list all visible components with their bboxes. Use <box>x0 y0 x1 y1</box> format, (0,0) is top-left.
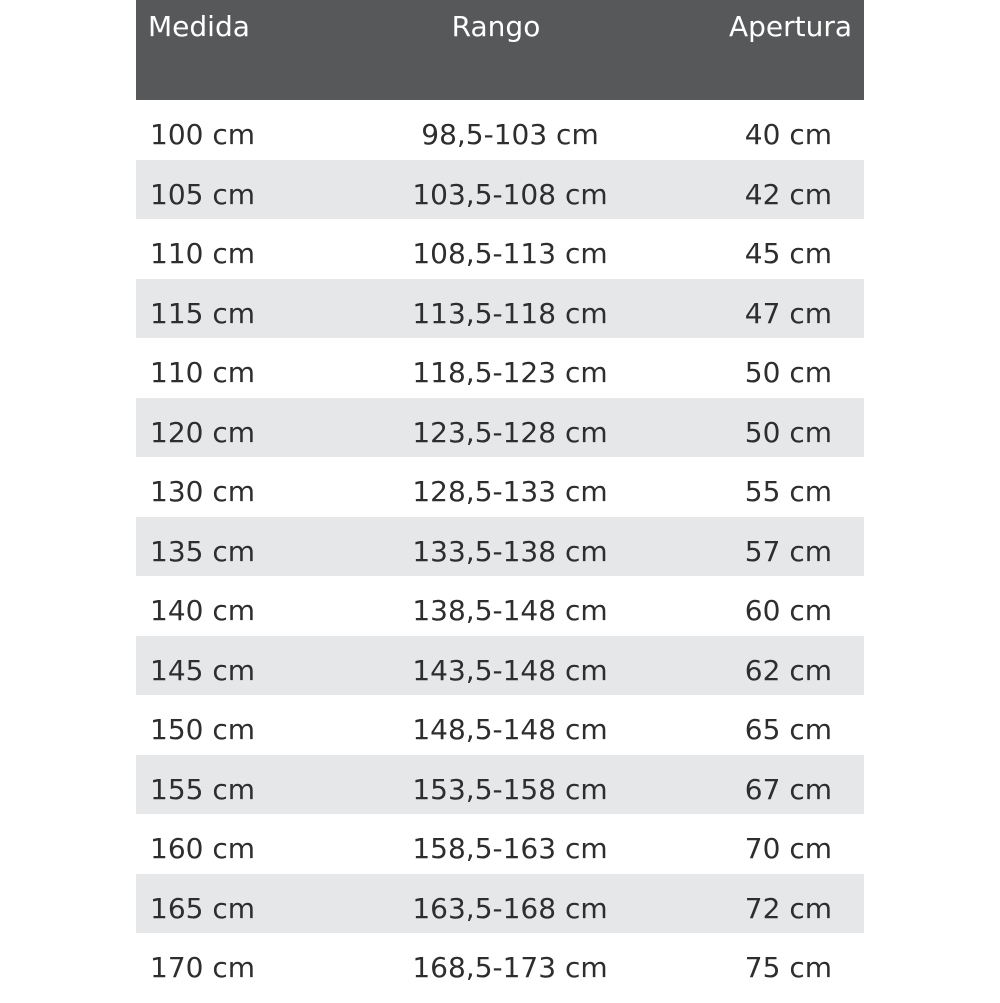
table-row <box>136 576 864 636</box>
cell-apertura: 67 cm <box>744 772 832 806</box>
cell-rango: 143,5-148 cm <box>412 653 608 687</box>
table-row <box>136 755 864 815</box>
header-apertura: Apertura <box>728 10 852 43</box>
cell-medida: 110 cm <box>150 237 256 270</box>
table-row <box>136 457 864 517</box>
cell-apertura: 50 cm <box>744 415 832 449</box>
table-row <box>136 398 864 458</box>
cell-rango: 123,5-128 cm <box>412 415 608 449</box>
cell-apertura: 65 cm <box>744 713 832 746</box>
table-row <box>136 636 864 696</box>
table-row <box>136 933 864 993</box>
table-row <box>136 517 864 577</box>
cell-rango: 148,5-148 cm <box>412 713 608 746</box>
cell-rango: 113,5-118 cm <box>412 296 608 330</box>
table-row <box>136 695 864 755</box>
table-row <box>136 219 864 279</box>
cell-rango: 133,5-138 cm <box>412 534 608 568</box>
header-rango: Rango <box>451 10 541 43</box>
cell-apertura: 72 cm <box>744 891 832 925</box>
cell-apertura: 50 cm <box>744 356 832 389</box>
cell-rango: 98,5-103 cm <box>421 118 599 151</box>
cell-rango: 168,5-173 cm <box>412 951 608 984</box>
cell-medida: 150 cm <box>150 713 256 746</box>
cell-medida: 130 cm <box>150 475 256 508</box>
cell-rango: 153,5-158 cm <box>412 772 608 806</box>
cell-medida: 170 cm <box>150 951 256 984</box>
cell-medida: 110 cm <box>150 356 256 389</box>
cell-apertura: 75 cm <box>744 951 832 984</box>
cell-apertura: 45 cm <box>744 237 832 270</box>
cell-apertura: 42 cm <box>744 177 832 211</box>
table-row <box>136 814 864 874</box>
table-row <box>136 338 864 398</box>
cell-rango: 138,5-148 cm <box>412 594 608 627</box>
cell-medida: 145 cm <box>150 653 256 687</box>
cell-apertura: 40 cm <box>744 118 832 151</box>
cell-rango: 103,5-108 cm <box>412 177 608 211</box>
cell-apertura: 47 cm <box>744 296 832 330</box>
table-header <box>136 0 864 100</box>
table-row <box>136 874 864 934</box>
cell-rango: 158,5-163 cm <box>412 832 608 865</box>
cell-medida: 120 cm <box>150 415 256 449</box>
cell-rango: 163,5-168 cm <box>412 891 608 925</box>
cell-rango: 108,5-113 cm <box>412 237 608 270</box>
cell-medida: 100 cm <box>150 118 256 151</box>
header-medida: Medida <box>148 10 250 43</box>
cell-rango: 128,5-133 cm <box>412 475 608 508</box>
cell-medida: 140 cm <box>150 594 256 627</box>
table-row <box>136 279 864 339</box>
cell-rango: 118,5-123 cm <box>412 356 608 389</box>
cell-medida: 135 cm <box>150 534 256 568</box>
cell-apertura: 70 cm <box>744 832 832 865</box>
cell-medida: 160 cm <box>150 832 256 865</box>
cell-medida: 165 cm <box>150 891 256 925</box>
table-row <box>136 100 864 160</box>
cell-medida: 155 cm <box>150 772 256 806</box>
cell-apertura: 60 cm <box>744 594 832 627</box>
cell-apertura: 62 cm <box>744 653 832 687</box>
cell-medida: 115 cm <box>150 296 256 330</box>
size-table <box>136 0 864 1000</box>
table-body <box>136 100 864 993</box>
table-row <box>136 160 864 220</box>
cell-medida: 105 cm <box>150 177 256 211</box>
cell-apertura: 57 cm <box>744 534 832 568</box>
cell-apertura: 55 cm <box>744 475 832 508</box>
